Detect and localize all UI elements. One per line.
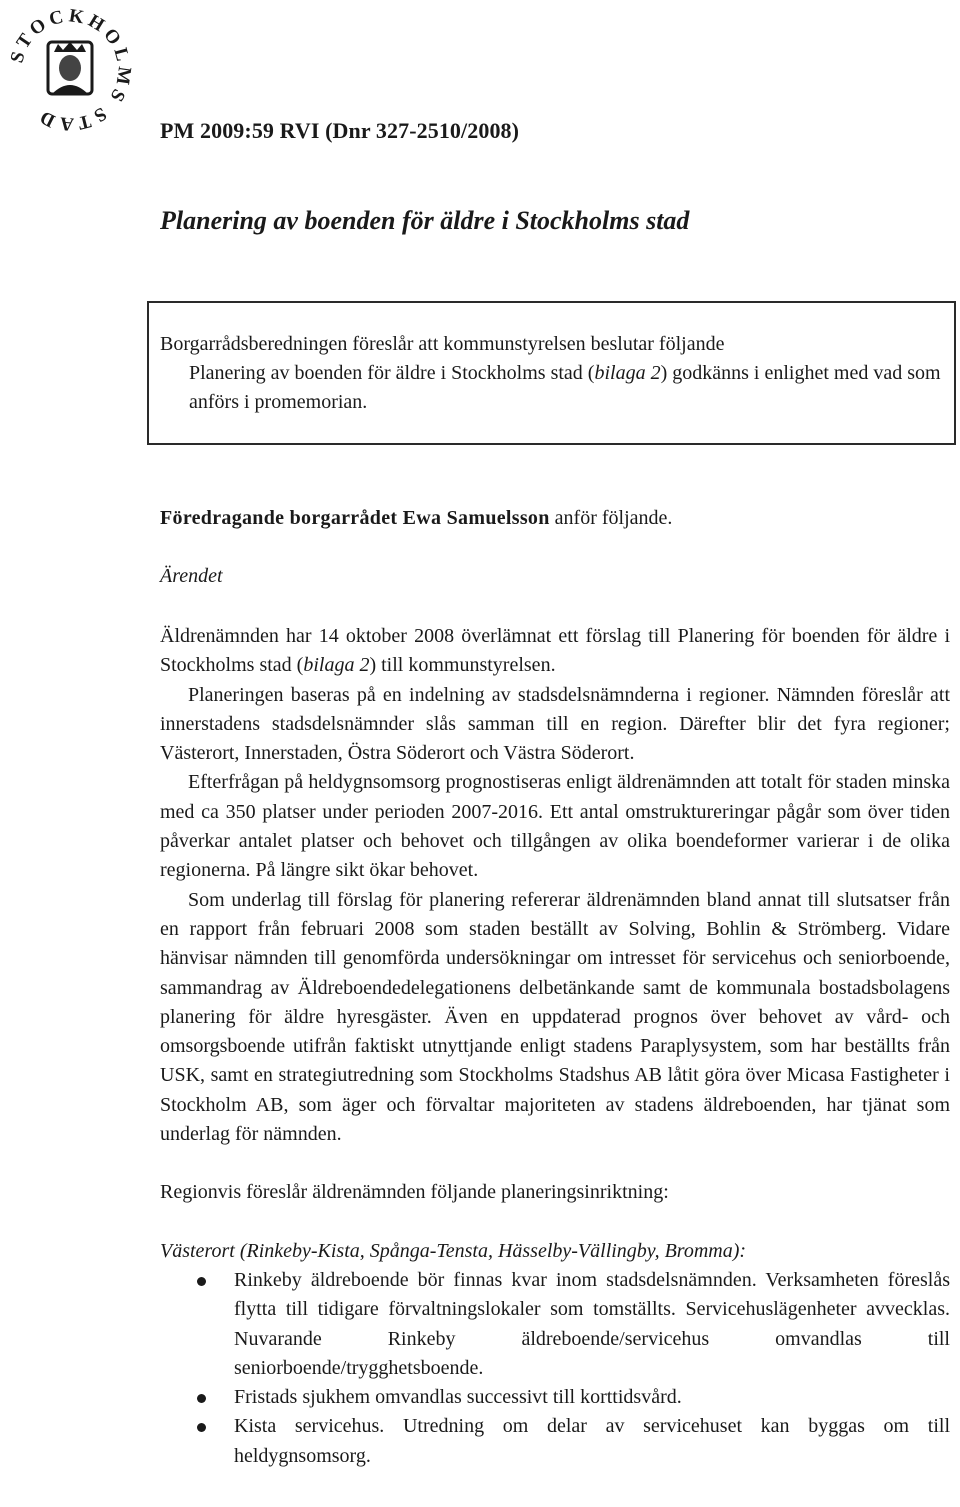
document-body: [160, 622, 950, 1471]
proposal-item: Planering av boenden för äldre i Stockholms stad (bilaga 2) godkänns i enlighet med vad som anförs i promemorian.: [189, 362, 941, 413]
list-item: Kista servicehus. Utredning om delar av servicehuset kan byggas om till heldygnsomsorg.: [160, 1412, 950, 1471]
document-title: Planering av boenden för äldre i Stockholms stad: [160, 206, 690, 235]
paragraph: Planeringen baseras på en indelning av stadsdelsnämnderna i regioner. Nämnden föreslår att innerstadens stadsdelsnämnder slås samman till en region. Därefter blir det fyra regioner; Västerort, Innerstaden, Östra Söderort och Västra Söderort.: [160, 683, 950, 765]
paragraph: Som underlag till förslag för planering refererar äldrenämnden bland annat till slutsatser från en rapport från februari 2008 som staden beställt av Solving, Bohlin & Strömberg. Vidare hänvisar nämnden till genomförda undersökningar om intresset för servicehus och seniorboende, sammandrag av Äldreboendedelegationens delbetänkande samt de kommunala bostadsbolagens planering för äldre hyresgäster. Även en uppdaterad prognos över behovet av vård- och omsorgsboende utifrån faktiskt utnyttjande enligt stadens Paraplysystem, som har beställts från USK, samt en strategiutredning som Stockholms Stadshus AB låtit göra över Micasa Fastigheter i Stockholm AB, som äger och förvaltar majoriteten av stadens äldreboenden, har tjänat som underlag för nämnden.: [160, 888, 950, 1146]
presenter-name: Föredragande borgarrådet Ewa Samuelsson: [160, 507, 550, 529]
list-item: Fristads sjukhem omvandlas successivt till korttidsvård.: [160, 1383, 950, 1412]
section-heading: Ärendet: [160, 565, 223, 587]
bullet-icon: [197, 1394, 206, 1403]
seal-lettering: STOCKHOLMS STAD: [6, 5, 135, 135]
paragraph: Efterfrågan på heldygnsomsorg prognostiseras enligt äldrenämnden att totalt för staden minska med ca 350 platser under perioden 2007-2016. Ett antal omstruktureringar pågår som över tiden påverkar antalet platser och behovet och tillgången av olika boendeformer varierar i de olika regionerna. På längre sikt ökar behovet.: [160, 771, 950, 882]
bullet-icon: [197, 1423, 206, 1432]
proposal-box: [147, 301, 956, 445]
bullet-list: [160, 1266, 950, 1471]
stockholm-city-seal-icon: [48, 42, 92, 94]
stockholm-city-seal-logo: [0, 0, 140, 140]
document-id: PM 2009:59 RVI (Dnr 327-2510/2008): [160, 118, 520, 143]
presenter-line: Föredragande borgarrådet Ewa Samuelsson anför följande.: [160, 507, 673, 529]
paragraph: Regionvis föreslår äldrenämnden följande planeringsinriktning:: [160, 1181, 669, 1204]
paragraph: Äldrenämnden har 14 oktober 2008 överlämnat ett förslag till Planering för boenden för äldre i Stockholms stad (bilaga 2) till kommunstyrelsen.: [160, 625, 950, 677]
proposal-intro: Borgarrådsberedningen föreslår att kommunstyrelsen beslutar följande: [160, 333, 725, 355]
bullet-icon: [197, 1277, 206, 1286]
region-heading: Västerort (Rinkeby-Kista, Spånga-Tensta, Hässelby-Vällingby, Bromma):: [160, 1239, 747, 1262]
list-item: Rinkeby äldreboende bör finnas kvar inom stadsdelsnämnden. Verksamheten föreslås flytta till tidigare förvaltningslokaler som tomställts. Servicehuslägenheter avvecklas. Nuvarande Rinkeby äldreboende/servicehus omvandlas till seniorboende/trygghetsboende.: [160, 1266, 950, 1383]
